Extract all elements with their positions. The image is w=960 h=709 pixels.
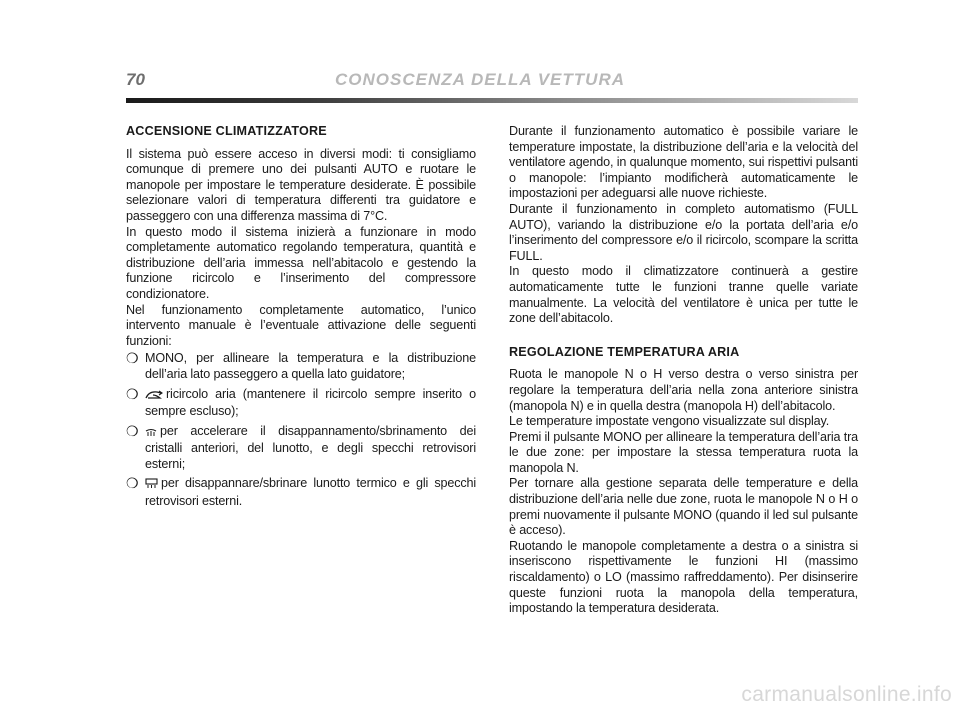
- list-item-text: per accelerare il disappannamento/sbrinamento dei cristalli anteriori, del lunotto, e degli specchi retrovisori esterni;: [145, 423, 476, 471]
- list-item: [126, 476, 476, 509]
- list-item: [126, 387, 476, 420]
- paragraph: Il sistema può essere acceso in diversi modi: ti consigliamo comunque di premere uno dei pulsanti AUTO e ruotare le manopole per impostare le temperature desiderate. È possibile selezionare valori di temperatura differenti tra guidatore e passeggero con una differenza massima di 7°C.: [126, 146, 476, 223]
- paragraph: Premi il pulsante MONO per allineare la temperatura dell’aria tra le due zone: per impostare la stessa temperatura ruota la manopola N.: [509, 429, 858, 475]
- page-number: 70: [126, 70, 145, 89]
- list-item-text: per disappannare/sbrinare lunotto termico e gli specchi retrovisori esterni.: [145, 476, 476, 509]
- paragraph: Nel funzionamento completamente automatico, l’unico intervento manuale è l’eventuale attivazione delle seguenti funzioni:: [126, 302, 476, 348]
- bullet-circle-icon: ❍: [126, 350, 139, 367]
- watermark: carmanualsonline.info: [741, 683, 952, 706]
- list-item: [126, 351, 476, 382]
- paragraph: Durante il funzionamento automatico è possibile variare le temperature impostate, la distribuzione dell’aria e la velocità del ventilatore agendo, in qualunque momento, sui rispettivi pulsanti o manopole: l’impianto modificherà automaticamente le impostazioni per adeguarsi alle nuove richieste.: [509, 124, 858, 201]
- right-column: [509, 124, 858, 617]
- section-heading-accensione: ACCENSIONE CLIMATIZZATORE: [126, 124, 327, 138]
- bullet-circle-icon: ❍: [126, 385, 139, 402]
- running-title: CONOSCENZA DELLA VETTURA: [334, 70, 625, 89]
- bullet-circle-icon: ❍: [126, 422, 139, 439]
- paragraph: In questo modo il climatizzatore continuerà a gestire automaticamente tutte le funzioni tranne quelle variate manualmente. La velocità del ventilatore è unica per tutte le zone dell’abitacolo.: [509, 264, 858, 326]
- rear-window-defrost-icon: [145, 478, 158, 494]
- paragraph: Per tornare alla gestione separata delle temperature e della distribuzione dell’aria nelle due zone, ruota le manopole N o H o premi nuovamente il pulsante MONO (quando il led sul pulsante è acceso).: [509, 476, 858, 538]
- list-item-text: MONO, per allineare la temperatura e la distribuzione dell’aria lato passeggero a quella lato guidatore;: [145, 351, 476, 381]
- paragraph: Ruotando le manopole completamente a destra o a sinistra si inseriscono rispettivamente le funzioni HI (massimo riscaldamento) o LO (massimo raffreddamento). Per disinserire queste funzioni ruota la manopola della temperatura, impostando la temperatura desiderata.: [509, 538, 858, 616]
- paragraph: Ruota le manopole N o H verso destra o verso sinistra per regolare la temperatura dell’aria nella zona anteriore sinistra (manopola N) e in quella destra (manopola H) dell’abitacolo.: [509, 367, 858, 413]
- paragraph: Le temperature impostate vengono visualizzate sul display.: [509, 414, 830, 429]
- recirculation-icon: [145, 389, 163, 405]
- header-rule: [126, 98, 858, 103]
- list-item: [126, 424, 476, 473]
- list-item-text: ricircolo aria (mantenere il ricircolo sempre inserito o sempre escluso);: [145, 386, 476, 419]
- bullet-circle-icon: ❍: [126, 475, 139, 492]
- section-heading-regolazione: REGOLAZIONE TEMPERATURA ARIA: [509, 344, 740, 359]
- left-column: [126, 124, 476, 514]
- paragraph: In questo modo il sistema inizierà a funzionare in modo completamente automatico regolando temperatura, quantità e distribuzione dell’aria immessa nell’abitacolo e gestendo la funzione ricircolo e l’inserimento del compressore condizionatore.: [126, 224, 476, 301]
- paragraph: Durante il funzionamento in completo automatismo (FULL AUTO), variando la distribuzione e/o la portata dell’aria e/o l’inserimento del compressore e/o il ricircolo, scompare la scritta FULL.: [509, 201, 858, 263]
- windscreen-defrost-icon: [145, 426, 157, 442]
- function-list: [126, 351, 476, 509]
